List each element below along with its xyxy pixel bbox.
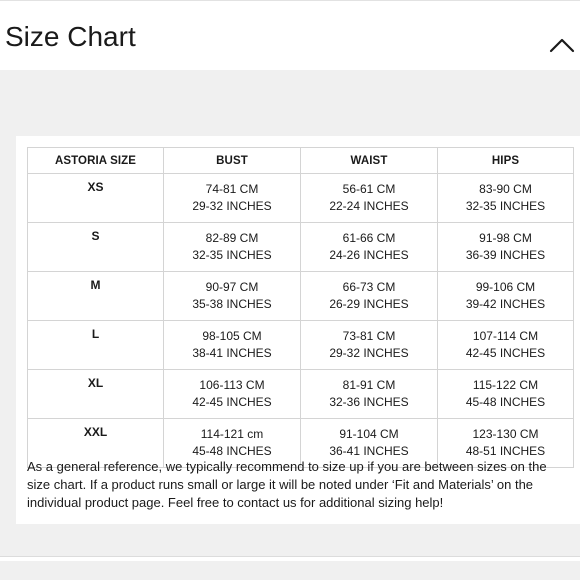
table-row: [28, 321, 574, 370]
bust-cm: 106-113 CM: [199, 378, 265, 392]
bust-cm: 98-105 CM: [202, 329, 262, 343]
waist-inches: 24-26 INCHES: [329, 248, 409, 262]
hips-inches: 45-48 INCHES: [465, 395, 546, 409]
hips-inches: 39-42 INCHES: [465, 297, 546, 311]
bust-inches: 35-38 INCHES: [192, 297, 272, 311]
table-header-row: [28, 148, 574, 174]
waist-inches: 26-29 INCHES: [329, 297, 409, 311]
size-label: M: [28, 272, 164, 321]
size-label: S: [28, 223, 164, 272]
bust-cell: [164, 321, 301, 370]
waist-cm: 61-66 CM: [342, 231, 396, 245]
waist-cell: [301, 272, 438, 321]
hips-cm: 83-90 CM: [479, 182, 532, 196]
bust-inches: 42-45 INCHES: [192, 395, 272, 409]
hips-cm: 123-130 CM: [472, 427, 539, 441]
waist-inches: 32-36 INCHES: [329, 395, 409, 409]
table-row: [28, 272, 574, 321]
waist-cm: 66-73 CM: [342, 280, 396, 294]
collapse-button[interactable]: [547, 34, 577, 56]
column-header-bust: BUST: [164, 148, 301, 174]
hips-cm: 99-106 CM: [475, 280, 536, 294]
hips-inches: 32-35 INCHES: [465, 199, 546, 213]
waist-cell: [301, 321, 438, 370]
bust-cm: 90-97 CM: [205, 280, 259, 294]
bust-cell: [164, 223, 301, 272]
bottom-area: [0, 561, 580, 580]
hips-cell: [438, 223, 574, 272]
waist-inches: 29-32 INCHES: [329, 346, 409, 360]
hips-cell: [438, 370, 574, 419]
bust-cell: [164, 272, 301, 321]
sizing-note: As a general reference, we typically recommend to size up if you are between sizes on the size chart. If a product runs small or large it will be noted under ‘Fit and Materials’ on the individual product page. Feel free to contact us for additional sizing help!: [27, 459, 547, 510]
hips-cell: [438, 174, 574, 223]
table-row: [28, 174, 574, 223]
size-label: XL: [28, 370, 164, 419]
size-table: [27, 147, 574, 468]
bust-cm: 114-121 cm: [200, 427, 264, 441]
bust-cell: [164, 370, 301, 419]
waist-cm: 81-91 CM: [342, 378, 396, 392]
hips-inches: 48-51 INCHES: [465, 444, 546, 458]
hips-inches: 36-39 INCHES: [465, 248, 546, 262]
hips-cm: 107-114 CM: [472, 329, 539, 343]
size-chart-header[interactable]: [0, 0, 580, 70]
top-divider: [0, 0, 580, 1]
size-label: L: [28, 321, 164, 370]
bust-inches: 38-41 INCHES: [192, 346, 272, 360]
size-chart-card: [16, 136, 580, 524]
size-label: XS: [28, 174, 164, 223]
waist-cm: 91-104 CM: [339, 427, 399, 441]
bust-cm: 82-89 CM: [205, 231, 259, 245]
waist-cm: 56-61 CM: [342, 182, 396, 196]
bust-inches: 32-35 INCHES: [192, 248, 272, 262]
column-header-hips: HIPS: [438, 148, 574, 174]
waist-cell: [301, 174, 438, 223]
table-row: [28, 370, 574, 419]
hips-cm: 115-122 CM: [472, 378, 539, 392]
table-row: [28, 223, 574, 272]
page-title: Size Chart: [5, 21, 136, 52]
hips-cm: 91-98 CM: [479, 231, 532, 245]
hips-inches: 42-45 INCHES: [465, 346, 546, 360]
waist-inches: 22-24 INCHES: [329, 199, 409, 213]
hips-cell: [438, 321, 574, 370]
bust-cell: [164, 174, 301, 223]
waist-cell: [301, 370, 438, 419]
waist-inches: 36-41 INCHES: [329, 444, 409, 458]
waist-cm: 73-81 CM: [342, 329, 396, 343]
chevron-up-icon: [547, 34, 577, 56]
bust-inches: 29-32 INCHES: [192, 199, 272, 213]
hips-cell: [438, 272, 574, 321]
column-header-waist: WAIST: [301, 148, 438, 174]
column-header-size: ASTORIA SIZE: [28, 148, 164, 174]
size-label: XXL: [28, 419, 164, 468]
bust-inches: 45-48 INCHES: [192, 444, 272, 458]
waist-cell: [301, 223, 438, 272]
bust-cm: 74-81 CM: [205, 182, 259, 196]
